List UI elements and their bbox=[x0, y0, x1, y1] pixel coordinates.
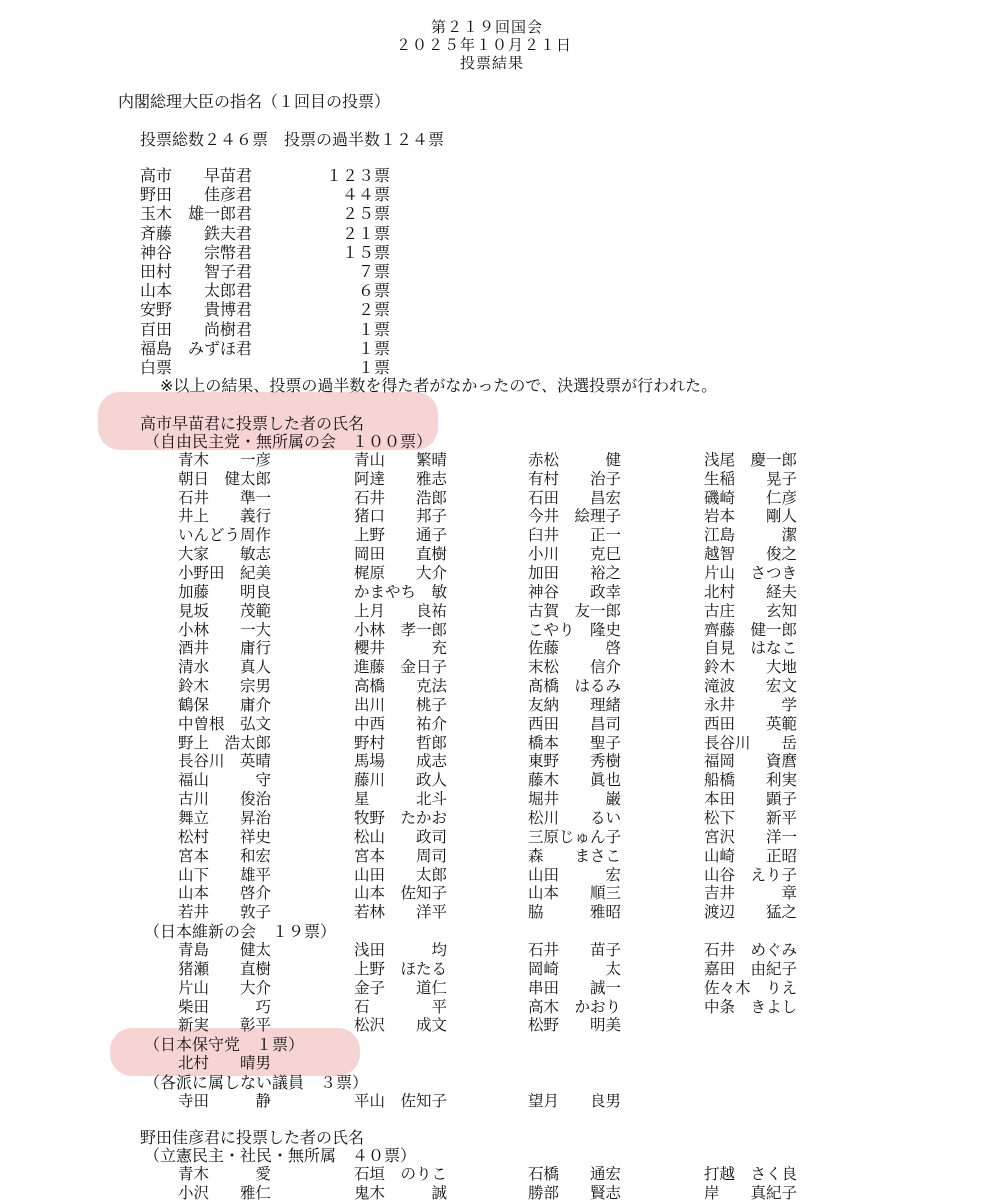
voter-name: 片山 さつき bbox=[704, 563, 798, 582]
voter-name: 鶴保 庸介 bbox=[178, 695, 272, 714]
voter-name: 高橋 克法 bbox=[354, 677, 448, 696]
candidate-name: 高市 早苗君 bbox=[140, 166, 253, 185]
voter-name: 清水 真人 bbox=[178, 658, 272, 677]
voter-name: 舞立 昇治 bbox=[178, 809, 272, 827]
voter-name: 友納 理緒 bbox=[528, 695, 622, 714]
voter-name: 鈴木 大地 bbox=[704, 658, 798, 677]
voter-name: 山田 宏 bbox=[528, 865, 622, 884]
voter-name: 馬場 成志 bbox=[354, 752, 448, 771]
voter-name: 青山 繁晴 bbox=[354, 450, 448, 469]
voter-name: 櫻井 充 bbox=[354, 639, 448, 658]
voter-name: 山本 啓介 bbox=[178, 884, 272, 903]
document-title: 投票結果 bbox=[460, 54, 525, 72]
voter-name: 山田 太郎 bbox=[354, 865, 448, 884]
voter-name: 野村 哲郎 bbox=[354, 733, 448, 752]
voter-name: 朝日 健太郎 bbox=[178, 469, 272, 488]
voter-name: 平山 佐知子 bbox=[354, 1091, 448, 1110]
voter-name: 上野 通子 bbox=[354, 526, 448, 545]
voter-name: 末松 信介 bbox=[528, 658, 622, 677]
voter-name: 山崎 正昭 bbox=[704, 846, 798, 865]
voter-name: 齊藤 健一郎 bbox=[704, 620, 798, 639]
voter-name: 青木 愛 bbox=[178, 1164, 272, 1183]
candidate-name: 安野 貴博君 bbox=[140, 300, 253, 320]
section-title: 内閣総理大臣の指名（１回目の投票） bbox=[118, 92, 391, 111]
candidate-votes: １票 bbox=[357, 319, 390, 339]
voter-name: 進藤 金日子 bbox=[354, 658, 448, 677]
voter-name: 打越 さく良 bbox=[704, 1164, 798, 1183]
voter-name: 嘉田 由紀子 bbox=[704, 959, 798, 978]
voter-name: 柴田 巧 bbox=[178, 997, 272, 1016]
candidate-name: 神谷 宗幣君 bbox=[140, 242, 253, 262]
voter-name: 宮沢 洋一 bbox=[704, 827, 798, 846]
voter-name: いんどう周作 bbox=[178, 526, 272, 545]
voter-name: 藤川 政人 bbox=[354, 771, 448, 790]
voter-name: 青島 健太 bbox=[178, 940, 272, 959]
group-label: （立憲民主・社民・無所属 ４０票） bbox=[144, 1146, 417, 1165]
voter-name: 酒井 庸行 bbox=[178, 639, 272, 658]
candidate-name: 山本 太郎君 bbox=[140, 281, 253, 301]
voter-name: 江島 潔 bbox=[704, 526, 798, 545]
voter-name: 上野 ほたる bbox=[354, 959, 448, 978]
voter-name: 宮本 和宏 bbox=[178, 846, 272, 865]
group-label: （各派に属しない議員 ３票） bbox=[144, 1072, 369, 1092]
voter-name: 石垣 のりこ bbox=[354, 1164, 448, 1183]
voter-name: 小沢 雅仁 bbox=[178, 1183, 272, 1202]
voter-name: 阿達 雅志 bbox=[354, 469, 448, 488]
candidate-votes: ２票 bbox=[357, 300, 390, 320]
voter-name: 有村 治子 bbox=[528, 469, 622, 488]
voter-name: 船橋 利実 bbox=[704, 771, 798, 790]
candidate-votes: ２５票 bbox=[341, 204, 390, 224]
vote-totals: 投票総数２４６票 投票の過半数１２４票 bbox=[140, 130, 445, 149]
voter-name: 東野 秀樹 bbox=[528, 752, 622, 771]
voter-name: 赤松 健 bbox=[528, 450, 622, 469]
voter-name: 見坂 茂範 bbox=[178, 601, 272, 620]
voter-name: 生稲 晃子 bbox=[704, 469, 798, 488]
voter-name: 野上 浩太郎 bbox=[178, 733, 272, 752]
voter-name: 岡田 直樹 bbox=[354, 545, 448, 564]
voter-name: 中曽根 弘文 bbox=[178, 714, 272, 733]
voter-name: 西田 昌司 bbox=[528, 714, 622, 733]
voter-name: 寺田 静 bbox=[178, 1091, 272, 1110]
voter-name: 望月 良男 bbox=[528, 1091, 622, 1110]
voter-name: 佐々木 りえ bbox=[704, 978, 798, 997]
voter-name: 古賀 友一郎 bbox=[528, 601, 622, 620]
voter-name: 串田 誠一 bbox=[528, 978, 622, 997]
voter-name: 浅尾 慶一郎 bbox=[704, 450, 798, 469]
voter-name: 若林 洋平 bbox=[354, 903, 448, 922]
candidate-votes: １票 bbox=[357, 338, 390, 358]
voter-name: 勝部 賢志 bbox=[528, 1183, 622, 1202]
candidate-votes: ７票 bbox=[357, 262, 390, 281]
voter-name: 石井 準一 bbox=[178, 488, 272, 507]
voter-name: 小野田 紀美 bbox=[178, 563, 272, 582]
voter-name: 石田 昌宏 bbox=[528, 488, 622, 507]
voter-name: 加田 裕之 bbox=[528, 563, 622, 582]
voter-name: 堀井 巌 bbox=[528, 790, 622, 809]
voter-name: 山谷 えり子 bbox=[704, 865, 798, 884]
candidate-votes: ２１票 bbox=[341, 223, 390, 243]
voter-name: 山本 順三 bbox=[528, 884, 622, 903]
voter-name: 山下 雄平 bbox=[178, 865, 272, 884]
voter-name: 松村 祥史 bbox=[178, 827, 272, 846]
voter-name: 自見 はなこ bbox=[704, 639, 798, 658]
voter-name: 青木 一彦 bbox=[178, 450, 272, 469]
voter-name: 高木 かおり bbox=[528, 997, 622, 1016]
voter-name: 若井 敦子 bbox=[178, 903, 272, 922]
voter-name: 星 北斗 bbox=[354, 790, 448, 809]
voter-name: 石 平 bbox=[354, 997, 448, 1016]
group-label: （自由民主党・無所属の会 １００票） bbox=[144, 432, 433, 451]
voter-name: 浅田 均 bbox=[354, 940, 448, 959]
voter-name: 長谷川 岳 bbox=[704, 733, 798, 752]
voter-name: 西田 英範 bbox=[704, 714, 798, 733]
voter-name: こやり 隆史 bbox=[528, 620, 622, 639]
voter-name: 岸 真紀子 bbox=[704, 1183, 798, 1202]
voter-name: 岩本 剛人 bbox=[704, 507, 798, 526]
runoff-note: ※以上の結果、投票の過半数を得た者がなかったので、決選投票が行われた。 bbox=[160, 376, 718, 395]
voter-name: 牧野 たかお bbox=[354, 809, 448, 827]
voter-name: 滝波 宏文 bbox=[704, 677, 798, 696]
voter-name: 三原じゅん子 bbox=[528, 827, 622, 846]
voter-name: 石井 苗子 bbox=[528, 940, 622, 959]
candidate-votes: １２３票 bbox=[325, 166, 390, 185]
voter-name: 岡崎 太 bbox=[528, 959, 622, 978]
candidate-name: 白票 bbox=[140, 358, 173, 377]
candidate-name: 田村 智子君 bbox=[140, 262, 253, 281]
voter-name: 松山 政司 bbox=[354, 827, 448, 846]
voter-name: 中西 祐介 bbox=[354, 714, 448, 733]
voter-name: 石井 浩郎 bbox=[354, 488, 448, 507]
voter-name: 福岡 資麿 bbox=[704, 752, 798, 771]
voter-name: 大家 敏志 bbox=[178, 545, 272, 564]
voter-name: 神谷 政幸 bbox=[528, 582, 622, 601]
candidate-name: 百田 尚樹君 bbox=[140, 319, 253, 339]
voter-name: 渡辺 猛之 bbox=[704, 903, 798, 922]
voter-name: 北村 経夫 bbox=[704, 582, 798, 601]
voter-name: 臼井 正一 bbox=[528, 526, 622, 545]
voter-name: 小林 一大 bbox=[178, 620, 272, 639]
voter-name: 本田 顕子 bbox=[704, 790, 798, 809]
noda-voters-heading: 野田佳彦君に投票した者の氏名 bbox=[140, 1128, 365, 1147]
voter-name: 佐藤 啓 bbox=[528, 639, 622, 658]
voter-name: 山本 佐知子 bbox=[354, 884, 448, 903]
voter-name: 藤木 眞也 bbox=[528, 771, 622, 790]
takaichi-voters-heading: 高市早苗君に投票した者の氏名 bbox=[140, 414, 365, 433]
voter-name: 松川 るい bbox=[528, 809, 622, 827]
session-title: 第２１９回国会 bbox=[431, 18, 544, 36]
voter-name: 梶原 大介 bbox=[354, 563, 448, 582]
voter-name: 片山 大介 bbox=[178, 978, 272, 997]
voter-name: 古庄 玄知 bbox=[704, 601, 798, 620]
voter-name: 磯崎 仁彦 bbox=[704, 488, 798, 507]
group-label: （日本維新の会 １９票） bbox=[144, 922, 337, 942]
voter-name: 猪瀬 直樹 bbox=[178, 959, 272, 978]
voter-name: 宮本 周司 bbox=[354, 846, 448, 865]
voter-name: 石橋 通宏 bbox=[528, 1164, 622, 1183]
voter-name: 今井 絵理子 bbox=[528, 507, 622, 526]
voter-name: 出川 桃子 bbox=[354, 695, 448, 714]
voter-name: 橋本 聖子 bbox=[528, 733, 622, 752]
voter-name: 長谷川 英晴 bbox=[178, 752, 272, 771]
voter-name: 吉井 章 bbox=[704, 884, 798, 903]
voter-name: 髙橋 はるみ bbox=[528, 677, 622, 696]
candidate-name: 福島 みずほ君 bbox=[140, 338, 253, 358]
voter-name: 中条 きよし bbox=[704, 997, 798, 1016]
voter-name: 福山 守 bbox=[178, 771, 272, 790]
candidate-votes: ６票 bbox=[357, 281, 390, 301]
group-label: （日本保守党 １票） bbox=[144, 1035, 305, 1055]
voter-name: 松野 明美 bbox=[528, 1016, 622, 1035]
voter-name: 石井 めぐみ bbox=[704, 940, 798, 959]
candidate-name: 野田 佳彦君 bbox=[140, 185, 253, 205]
voter-name: 越智 俊之 bbox=[704, 545, 798, 564]
candidate-name: 玉木 雄一郎君 bbox=[140, 204, 253, 224]
voter-name: 金子 道仁 bbox=[354, 978, 448, 997]
voter-name: 鈴木 宗男 bbox=[178, 677, 272, 696]
candidate-name: 斉藤 鉄夫君 bbox=[140, 223, 253, 243]
candidate-votes: １票 bbox=[357, 358, 390, 377]
voter-name: 小川 克巳 bbox=[528, 545, 622, 564]
voter-name: 森 まさこ bbox=[528, 846, 622, 865]
voter-name: 新実 彰平 bbox=[178, 1016, 272, 1035]
voter-name: 猪口 邦子 bbox=[354, 507, 448, 526]
vote-date: ２０２５年１０月２１日 bbox=[396, 36, 573, 54]
voter-name: 松沢 成文 bbox=[354, 1016, 448, 1035]
voter-name: かまやち 敏 bbox=[354, 582, 448, 601]
voter-name: 松下 新平 bbox=[704, 809, 798, 827]
candidate-votes: １５票 bbox=[341, 242, 390, 262]
voter-name: 小林 孝一郎 bbox=[354, 620, 448, 639]
candidate-votes: ４４票 bbox=[341, 185, 390, 205]
voter-name: 鬼木 誠 bbox=[354, 1183, 448, 1202]
voter-name: 古川 俊治 bbox=[178, 790, 272, 809]
voter-name: 永井 学 bbox=[704, 695, 798, 714]
voter-name: 上月 良祐 bbox=[354, 601, 448, 620]
voter-name: 加藤 明良 bbox=[178, 582, 272, 601]
voter-name: 北村 晴男 bbox=[178, 1054, 272, 1073]
voter-name: 井上 義行 bbox=[178, 507, 272, 526]
voter-name: 脇 雅昭 bbox=[528, 903, 622, 922]
